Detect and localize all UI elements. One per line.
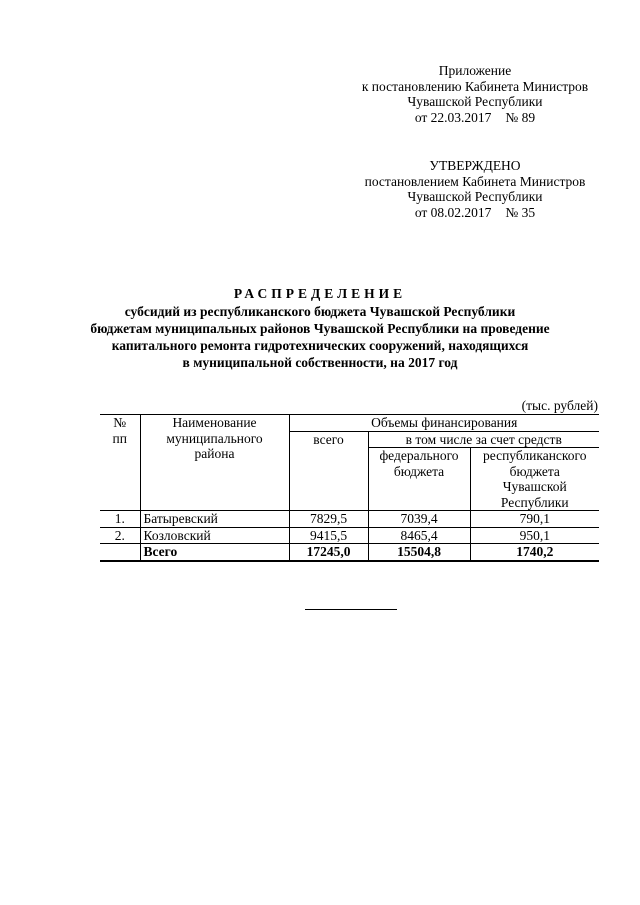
row-total: 7829,5: [289, 511, 368, 528]
table-row: [100, 527, 599, 544]
row-district: Батыревский: [140, 511, 289, 528]
appendix-date: от 22.03.2017: [414, 109, 492, 125]
header-district-line-3: района: [194, 446, 235, 461]
row-federal: 7039,4: [368, 511, 470, 528]
title-line-2: бюджетам муниципальных районов Чувашской Республики на проведение: [90, 321, 550, 336]
row-number: 1.: [100, 511, 140, 528]
approved-block: [340, 158, 610, 220]
units-label: (тыс. рублей): [521, 398, 598, 413]
title-line-4: в муниципальной собственности, на 2017 год: [182, 355, 458, 370]
approved-date: от 08.02.2017: [414, 204, 492, 220]
total-sum: 17245,0: [289, 544, 368, 561]
header-republic: [470, 448, 599, 511]
appendix-resolution: к постановлению Кабинета Министров: [361, 78, 589, 94]
header-republic-line-3: Чувашской: [502, 479, 567, 494]
title-line-3: капитального ремонта гидротехнических сооружений, находящихся: [111, 338, 529, 353]
total-label: Всего: [140, 544, 289, 561]
row-republic: 790,1: [470, 511, 599, 528]
row-total: 9415,5: [289, 527, 368, 544]
total-row: [100, 544, 599, 561]
header-district: [140, 415, 289, 511]
header-district-line-2: муниципального: [166, 430, 263, 446]
header-republic-line-4: Республики: [500, 494, 569, 510]
approved-resolution: постановлением Кабинета Министров: [364, 173, 586, 189]
appendix-title: Приложение: [438, 63, 512, 78]
header-total: всего: [289, 431, 368, 511]
header-number: [100, 415, 140, 511]
header-including: в том числе за счет средств: [368, 431, 599, 448]
approved-date-line: [340, 205, 610, 221]
header-number-line-1: №: [113, 415, 127, 430]
appendix-date-line: [340, 110, 610, 126]
header-federal-line-2: бюджета: [393, 463, 445, 479]
header-federal: [368, 448, 470, 511]
distribution-table: [100, 414, 599, 562]
document-title: [0, 285, 640, 371]
header-funding: Объемы финансирования: [289, 415, 599, 432]
header-number-line-2: пп: [112, 430, 127, 446]
end-divider: [305, 609, 397, 610]
title-main: РАСПРЕДЕЛЕНИЕ: [233, 286, 407, 301]
header-republic-line-1: республиканского: [483, 448, 587, 463]
header-federal-line-1: федерального: [379, 448, 459, 463]
row-district: Козловский: [140, 527, 289, 544]
total-row-number: [100, 544, 140, 561]
total-republic: 1740,2: [470, 544, 599, 561]
header-district-line-1: Наименование: [172, 415, 257, 430]
appendix-block: [340, 63, 610, 125]
table-row: [100, 511, 599, 528]
title-line-1: субсидий из республиканского бюджета Чувашской Республики: [124, 304, 516, 319]
appendix-number: № 89: [505, 109, 536, 125]
approved-title: УТВЕРЖДЕНО: [429, 158, 521, 173]
row-republic: 950,1: [470, 527, 599, 544]
appendix-republic: Чувашской Республики: [407, 94, 543, 109]
header-republic-line-2: бюджета: [509, 463, 560, 479]
approved-republic: Чувашской Республики: [407, 189, 543, 204]
row-federal: 8465,4: [368, 527, 470, 544]
total-federal: 15504,8: [368, 544, 470, 561]
approved-number: № 35: [505, 204, 536, 220]
row-number: 2.: [100, 527, 140, 544]
